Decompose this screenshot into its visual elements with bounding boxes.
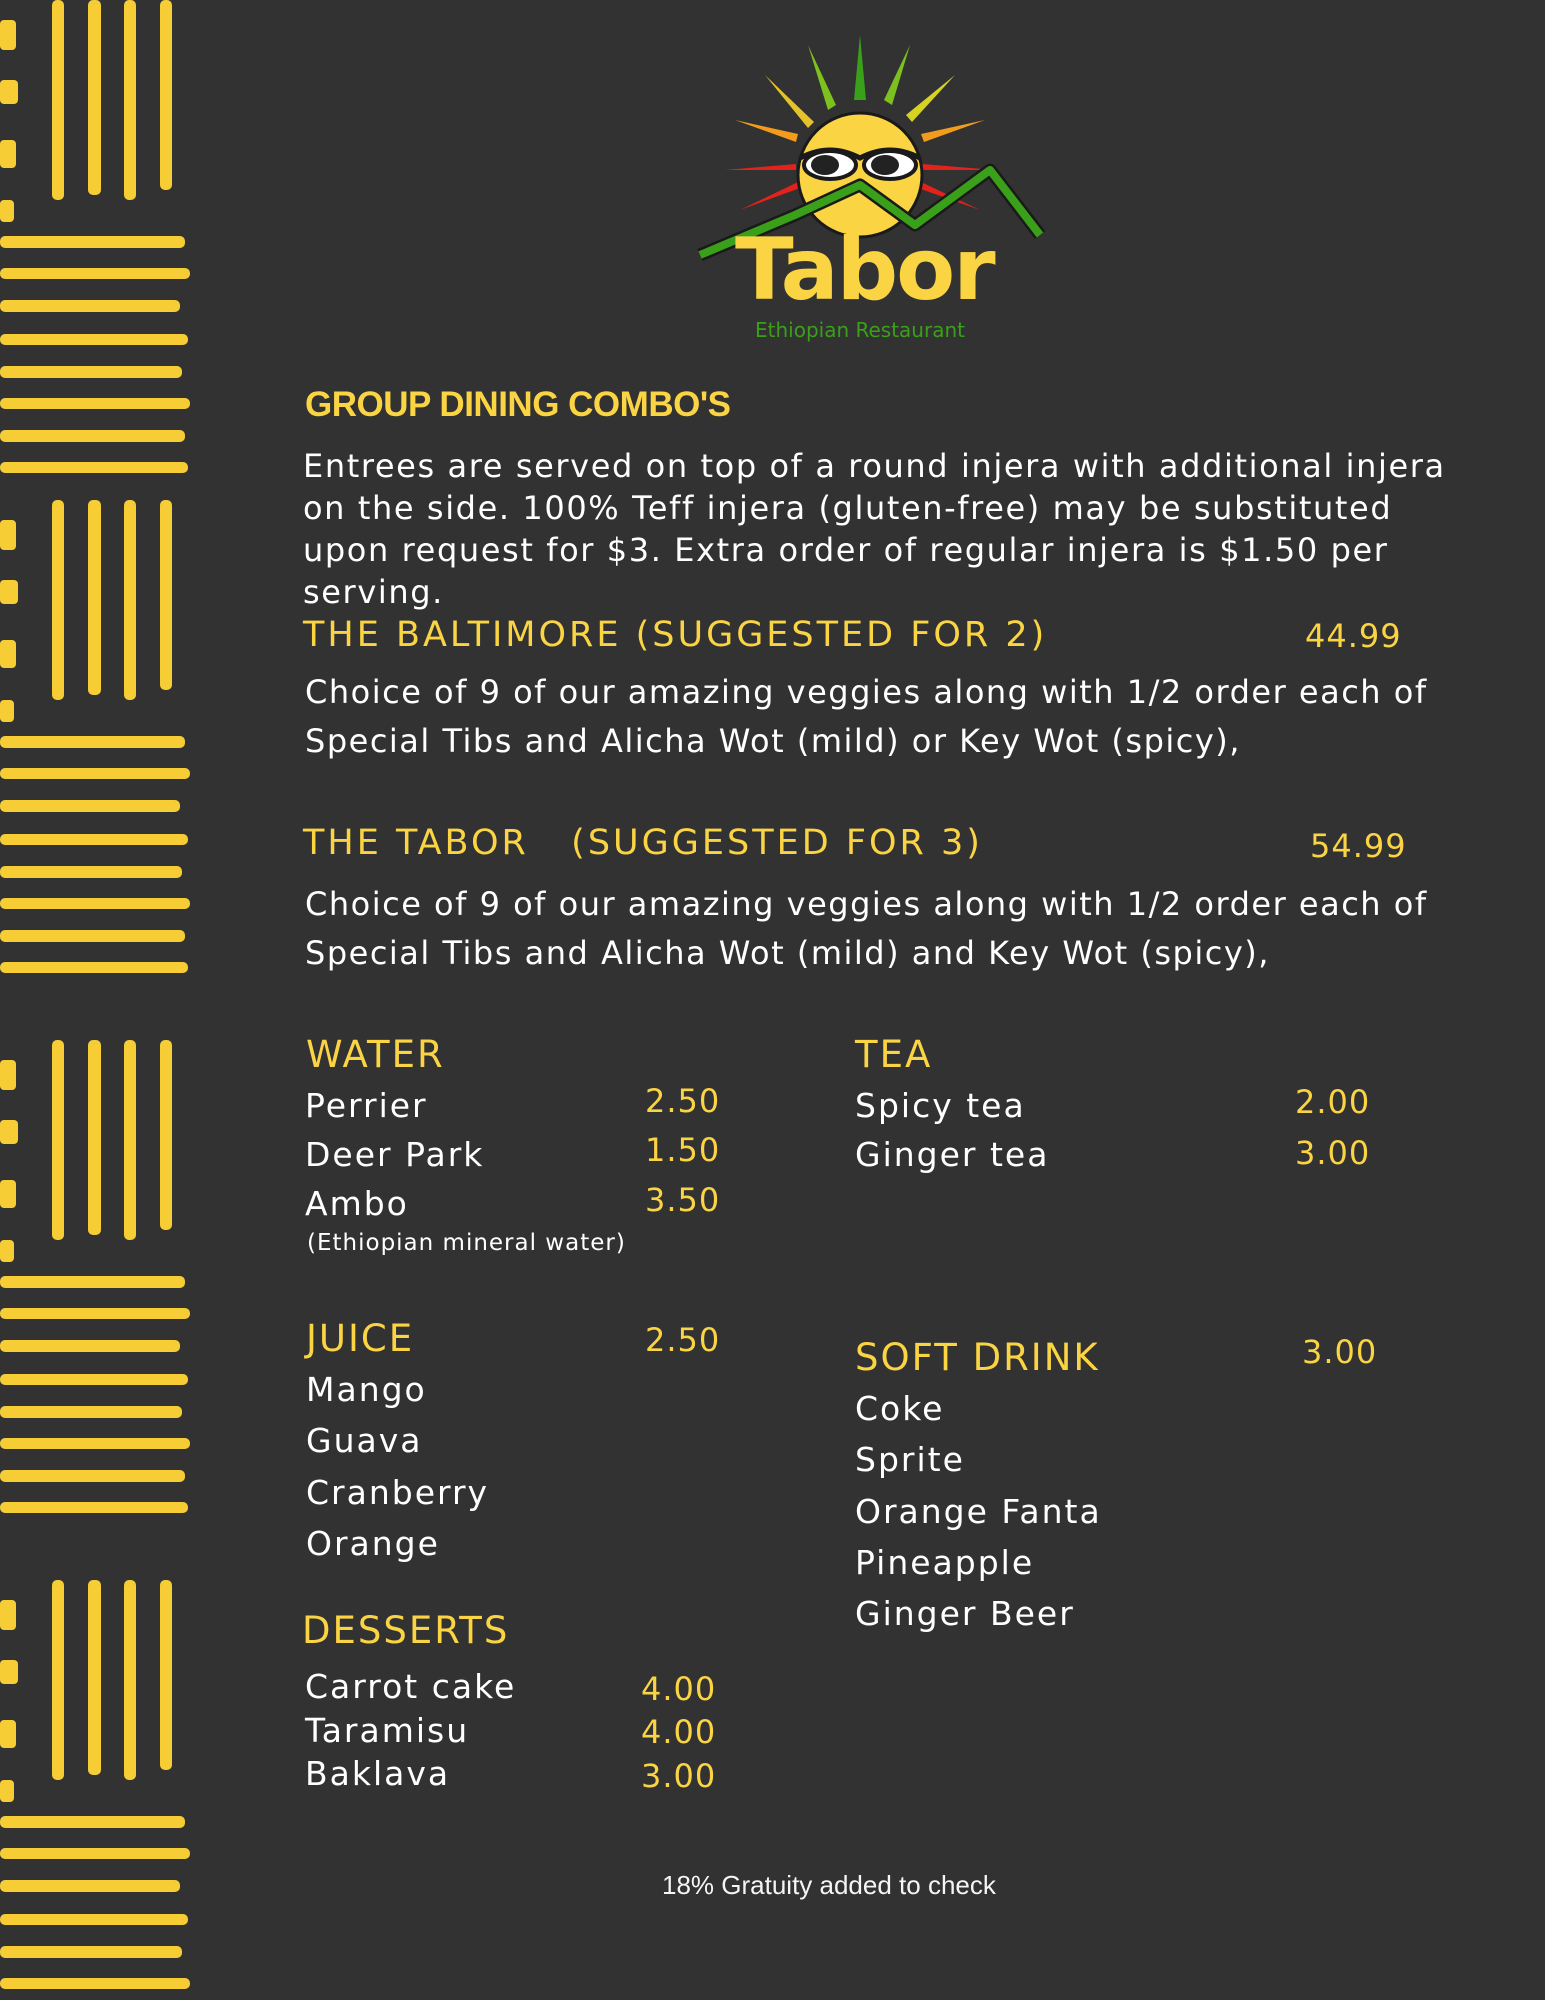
combo-price: 44.99 bbox=[1305, 617, 1402, 655]
menu-item: Perrier bbox=[305, 1086, 428, 1125]
menu-item-price: 3.00 bbox=[641, 1757, 717, 1795]
tabor-logo bbox=[690, 30, 1050, 350]
gratuity-note: 18% Gratuity added to check bbox=[662, 1870, 996, 1900]
menu-item-price: 4.00 bbox=[641, 1670, 717, 1708]
menu-item: Cranberry bbox=[306, 1473, 490, 1512]
menu-item: Taramisu bbox=[305, 1711, 470, 1750]
section-title-water: WATER bbox=[306, 1033, 445, 1076]
menu-item: Sprite bbox=[855, 1440, 965, 1479]
section-title-desserts: DESSERTS bbox=[302, 1609, 510, 1652]
page-title: GROUP DINING COMBO'S bbox=[305, 385, 731, 424]
intro-text: Entrees are served on top of a round injera with additional injera on the side. 100% Teff injera (gluten-free) may be substituted upon request for $3. Extra order of regular injera is $1.50 per serving. bbox=[303, 447, 1446, 611]
menu-item: Deer Park bbox=[305, 1135, 485, 1174]
section-title-tea: TEA bbox=[855, 1033, 933, 1076]
combo-title: THE TABOR (SUGGESTED FOR 3) bbox=[303, 823, 983, 863]
menu-item-price: 3.50 bbox=[645, 1181, 721, 1219]
combo-description: Choice of 9 of our amazing veggies along with 1/2 order each of Special Tibs and Alicha Wot (mild) and Key Wot (spicy), bbox=[305, 885, 1428, 972]
section-title-soft-drink: SOFT DRINK bbox=[855, 1336, 1100, 1379]
menu-item-price: 2.00 bbox=[1295, 1083, 1371, 1121]
menu-item: Orange Fanta bbox=[855, 1492, 1102, 1531]
menu-item: Spicy tea bbox=[855, 1086, 1026, 1125]
menu-item: Baklava bbox=[305, 1754, 451, 1793]
menu-item: Ginger tea bbox=[855, 1135, 1050, 1174]
section-price: 3.00 bbox=[1302, 1333, 1378, 1371]
menu-item: Ginger Beer bbox=[855, 1594, 1075, 1633]
menu-item-price: 3.00 bbox=[1295, 1134, 1371, 1172]
menu-item-price: 2.50 bbox=[645, 1082, 721, 1120]
menu-item: Orange bbox=[306, 1524, 440, 1563]
decorative-border-pattern bbox=[0, 0, 190, 2000]
menu-item: Carrot cake bbox=[305, 1667, 517, 1706]
section-title-juice: JUICE bbox=[306, 1317, 415, 1360]
menu-item-price: 1.50 bbox=[645, 1131, 721, 1169]
logo-wordmark: Tabor bbox=[735, 220, 994, 320]
combo-price: 54.99 bbox=[1310, 827, 1407, 865]
menu-item: Ambo bbox=[305, 1184, 409, 1223]
menu-item-note: (Ethiopian mineral water) bbox=[307, 1230, 626, 1256]
menu-item: Guava bbox=[306, 1421, 423, 1460]
menu-item: Pineapple bbox=[855, 1543, 1035, 1582]
logo-tagline: Ethiopian Restaurant bbox=[755, 318, 965, 342]
menu-item: Coke bbox=[855, 1389, 945, 1428]
menu-item-price: 4.00 bbox=[641, 1713, 717, 1751]
section-price: 2.50 bbox=[645, 1321, 721, 1359]
combo-title: THE BALTIMORE (SUGGESTED FOR 2) bbox=[303, 615, 1048, 655]
combo-description: Choice of 9 of our amazing veggies along with 1/2 order each of Special Tibs and Alicha Wot (mild) or Key Wot (spicy), bbox=[305, 673, 1428, 760]
menu-item: Mango bbox=[306, 1370, 427, 1409]
